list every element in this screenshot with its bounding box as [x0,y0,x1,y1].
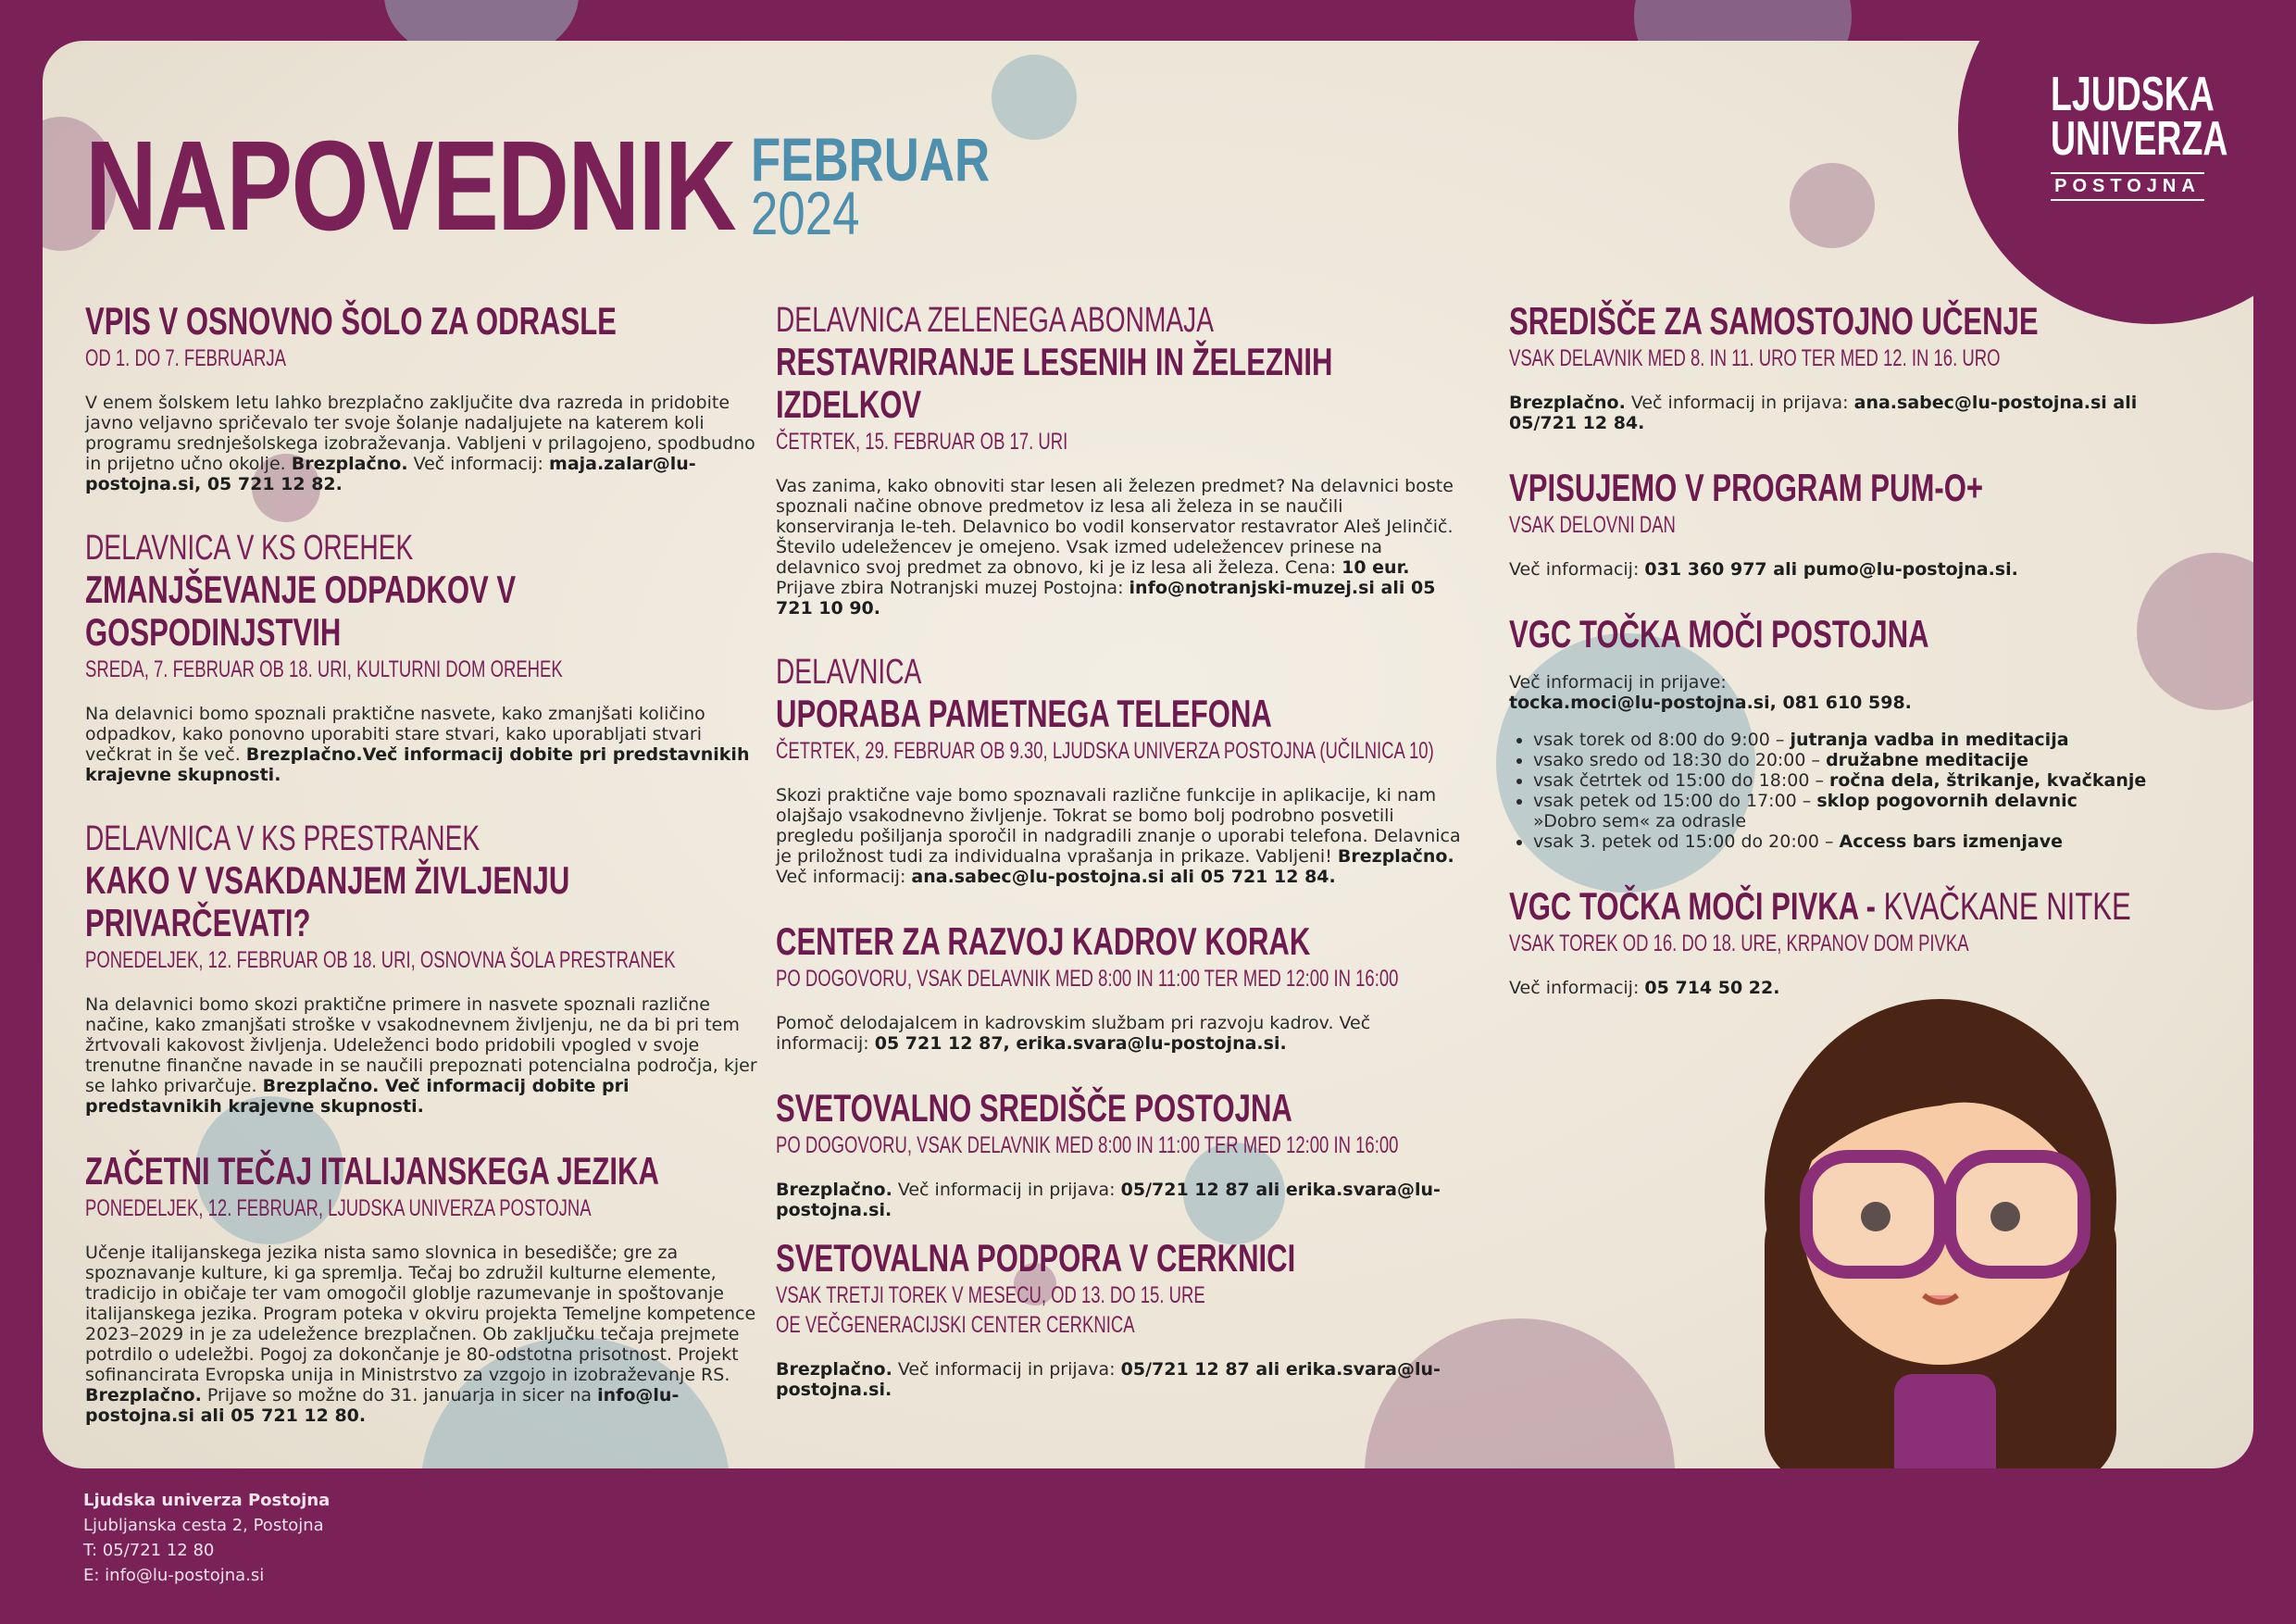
panel-bubble [992,55,1077,140]
entry-heading: VGC TOČKA MOČI PIVKA - KVAČKANE NITKE [1509,884,2131,928]
entry-date: PO DOGOVORU, VSAK DELAVNIK MED 8:00 IN 11:00 TER MED 12:00 IN 16:00 [776,966,1399,992]
footer-address: Ljubljanska cesta 2, Postojna [83,1516,324,1535]
entry-kicker: DELAVNICA ZELENEGA ABONMAJA [776,301,1214,340]
entry-text: Učenje italijanskega jezika nista samo slovnica in besedišče; gre za spoznavanje kulture, ki ga spremlja. Tečaj bo združil kulturne elemente, tradicijo in običaje ter vam omogočil globlje razumevanje in spoštovanje italijanskega jezika. Program poteka v okviru projekta Temeljne kompetence 2023–2029 in je za udeležence brezplačnen. Ob zaključku tečaja prejmete potrdilo o udeležbi. Pogoj za dokončanje je 80-odstotna prisotnost. Projekt sofinancirata Evropska unija in Ministrstvo za vzgojo in izobraževanje RS. Brezplačno. Prijave so možne do 31. januarja in sicer na info@lu-postojna.si ali 05 721 12 80. [85,1243,756,1426]
entry-korak [776,920,1461,1054]
entry-kicker: DELAVNICA V KS PRESTRANEK [85,819,480,858]
entry-heading: SREDIŠČE ZA SAMOSTOJNO UČENJE [1509,299,2039,343]
entry-text: Več informacij: 05 714 50 22. [1509,978,1780,998]
entry-svetovalno [776,1087,1461,1220]
entry-date: ČETRTEK, 15. FEBRUAR OB 17. URI [776,429,1068,455]
entry-prestranek [85,818,770,1117]
entry-date: OD 1. DO 7. FEBRUARJA [85,345,286,371]
entry-heading: VGC TOČKA MOČI POSTOJNA [1509,612,1929,656]
logo: LJUDSKA UNIVERZA POSTOJNA [2051,72,2210,201]
entry-text: Več informacij: 031 360 977 ali pumo@lu-postojna.si. [1509,559,2018,580]
footer-phone: T: 05/721 12 80 [83,1541,215,1560]
entry-heading: VPIS V OSNOVNO ŠOLO ZA ODRASLE [85,299,617,343]
entry-heading: SVETOVALNA PODPORA V CERKNICI [776,1236,1296,1280]
schedule-item: • vsak torek od 8:00 do 9:00 – jutranja vadba in meditacija [1533,730,2194,750]
schedule-item: • vsak 3. petek od 15:00 do 20:00 – Access bars izmenjave [1533,831,2194,852]
mascot-illustration [1709,985,2135,1468]
page-title: NAPOVEDNIK [85,115,736,257]
entry-text: V enem šolskem letu lahko brezplačno zaključite dva razreda in pridobite javno veljavno spričevalo ter svoje šolanje nadaljujete na katerem koli programu srednješolskega izobraževanja. Vabljeni v prilagojeno, spodbudno in prijetno učno okolje. Brezplačno. Več informacij: maja.zalar@lu-postojna.si, 05 721 12 82. [85,393,755,494]
entry-heading: SVETOVALNO SREDIŠČE POSTOJNA [776,1086,1292,1130]
entry-telefon [776,652,1461,887]
entry-text: Brezplačno. Več informacij in prijava: 05/721 12 87 ali erika.svara@lu-postojna.si. [776,1180,1441,1220]
schedule-item: • vsak četrtek od 15:00 do 18:00 – ročna dela, štrikanje, kvačkanje [1533,770,2194,791]
entry-date: VSAK TOREK OD 16. DO 18. URE, KRPANOV DOM PIVKA [1509,931,1969,956]
entry-location: OE VEČGENERACIJSKI CENTER CERKNICA [776,1312,1135,1338]
entry-text: Na delavnici bomo spoznali praktične nasvete, kako zmanjšati količino odpadkov, kako ponovno uporabiti stare stvari, kako uporabljati stvari večkrat in še več. Brezplačno.Več informacij dobite pri predstavnikih krajevne skupnosti. [85,704,750,785]
entry-date: PONEDELJEK, 12. FEBRUAR OB 18. URI, OSNOVNA ŠOLA PRESTRANEK [85,947,676,973]
footer-contact [83,1488,330,1588]
entry-heading: ZAČETNI TEČAJ ITALIJANSKEGA JEZIKA [85,1149,659,1193]
entry-restavriranje [776,300,1461,618]
entry-heading: ZMANJŠEVANJE ODPADKOV V GOSPODINJSTVIH [85,568,517,654]
entry-vgc-pivka [1509,885,2194,998]
entry-pum [1509,467,2194,580]
entry-date: VSAK TRETJI TOREK V MESECU, OD 13. DO 15. URE [776,1282,1205,1308]
entry-heading: CENTER ZA RAZVOJ KADROV KORAK [776,919,1311,963]
entry-vpis [85,300,770,494]
entry-date: VSAK DELAVNIK MED 8. IN 11. URO TER MED 12. IN 16. URO [1509,345,2001,371]
header-month: FEBRUAR [751,125,991,194]
entry-vgc-postojna [1509,613,2194,852]
panel-bubble [1790,163,1875,248]
entry-text: Brezplačno. Več informacij in prijava: 05/721 12 87 ali erika.svara@lu-postojna.si. [776,1359,1441,1400]
schedule-list [1509,730,2194,852]
entry-date: PO DOGOVORU, VSAK DELAVNIK MED 8:00 IN 11:00 TER MED 12:00 IN 16:00 [776,1132,1399,1158]
entry-kicker: DELAVNICA V KS OREHEK [85,529,414,568]
footer-email: E: info@lu-postojna.si [83,1566,265,1585]
header-year: 2024 [751,179,860,247]
entry-date: PONEDELJEK, 12. FEBRUAR, LJUDSKA UNIVERZA POSTOJNA [85,1195,592,1221]
column-right [1509,300,2194,1031]
entry-heading: RESTAVRIRANJE LESENIH IN ŽELEZNIH IZDELKOV [776,340,1333,426]
content-panel [43,41,2253,1468]
entry-text: Vas zanima, kako obnoviti star lesen ali železen predmet? Na delavnici boste spoznali načine obnove predmetov iz lesa ali železa in se naučili konserviranja le-teh. Delavnico bo vodil konservator restavrator Aleš Jelinčič. Število udeležencev je omejeno. Vsak izmed udeležencev prinese na delavnico svoj predmet za obnovo, ki je iz lesa ali železa. Cena: 10 eur. Prijave zbira Notranjski muzej Postojna: info@notranjski-muzej.si ali 05 721 10 90. [776,476,1454,618]
entry-text: Pomoč delodajalcem in kadrovskim službam pri razvoju kadrov. Več informacij: 05 721 12 87, erika.svara@lu-postojna.si. [776,1013,1371,1054]
entry-samostojno [1509,300,2194,433]
column-left [85,300,770,1459]
schedule-item: • vsako sredo od 18:30 do 20:00 – družabne meditacije [1533,750,2194,770]
entry-heading: VPISUJEMO V PROGRAM PUM-O+ [1509,466,1984,509]
entry-italijanski [85,1150,770,1426]
schedule-item: • vsak petek od 15:00 do 17:00 – sklop pogovornih delavnic »Dobro sem« za odrasle [1533,791,2194,831]
entry-text: Brezplačno. Več informacij in prijava: ana.sabec@lu-postojna.si ali 05/721 12 84. [1509,393,2138,433]
entry-heading: KAKO V VSAKDANJEM ŽIVLJENJU PRIVARČEVATI? [85,858,570,944]
entry-text: Skozi praktične vaje bomo spoznavali različne funkcije in aplikacije, ki nam olajšajo vsakodnevno življenje. Tokrat se bomo bolj podrobno posvetili pregledu pošiljanja sporočil in nadgradili znanje o uporabi telefona. Delavnica je priložnost tudi za individualna vprašanja in prikaze. Vabljeni! Brezplačno. Več informacij: ana.sabec@lu-postojna.si ali 05 721 12 84. [776,785,1461,887]
entry-text: Na delavnici bomo skozi praktične primere in nasvete spoznali različne načine, kako zmanjšati stroške v vsakodnevnem življenju, ne da bi pri tem žrtvovali kakovost življenja. Udeleženci bodo pridobili vpogled v svoje trenutne finančne navade in se naučili prepoznati potencialna področja, kjer se lahko privarčuje. Brezplačno. Več informacij dobite pri predstavnikih krajevne skupnosti. [85,994,757,1117]
entry-date: VSAK DELOVNI DAN [1509,512,1676,538]
entry-date: SREDA, 7. FEBRUAR OB 18. URI, KULTURNI DOM OREHEK [85,656,563,682]
entry-text: Več informacij in prijave: tocka.moci@lu-postojna.si, 081 610 598. • vsak torek od 8:00 do 9:00 – jutranja vadba in meditacija • vsako sredo od 18:30 do 20:00 – družabne meditacije • vsak četrtek od 15:00 do 18:00 – ročna dela, štrikanje, kvačkanje • vsak petek od 15:00 do 17:00 – sklop pogovornih delavnic »Dobro sem« za odrasle • vsak 3. petek od 15:00 do 20:00 – Access bars izmenjave [1509,672,2194,852]
entry-cerknica [776,1237,1461,1400]
footer-name: Ljudska univerza Postojna [83,1491,331,1510]
entry-orehek [85,528,770,785]
entry-date: ČETRTEK, 29. FEBRUAR OB 9.30, LJUDSKA UNIVERZA POSTOJNA (UČILNICA 10) [776,738,1434,764]
column-middle [776,300,1461,1433]
entry-heading: UPORABA PAMETNEGA TELEFONA [776,692,1272,735]
entry-kicker: DELAVNICA [776,653,922,692]
